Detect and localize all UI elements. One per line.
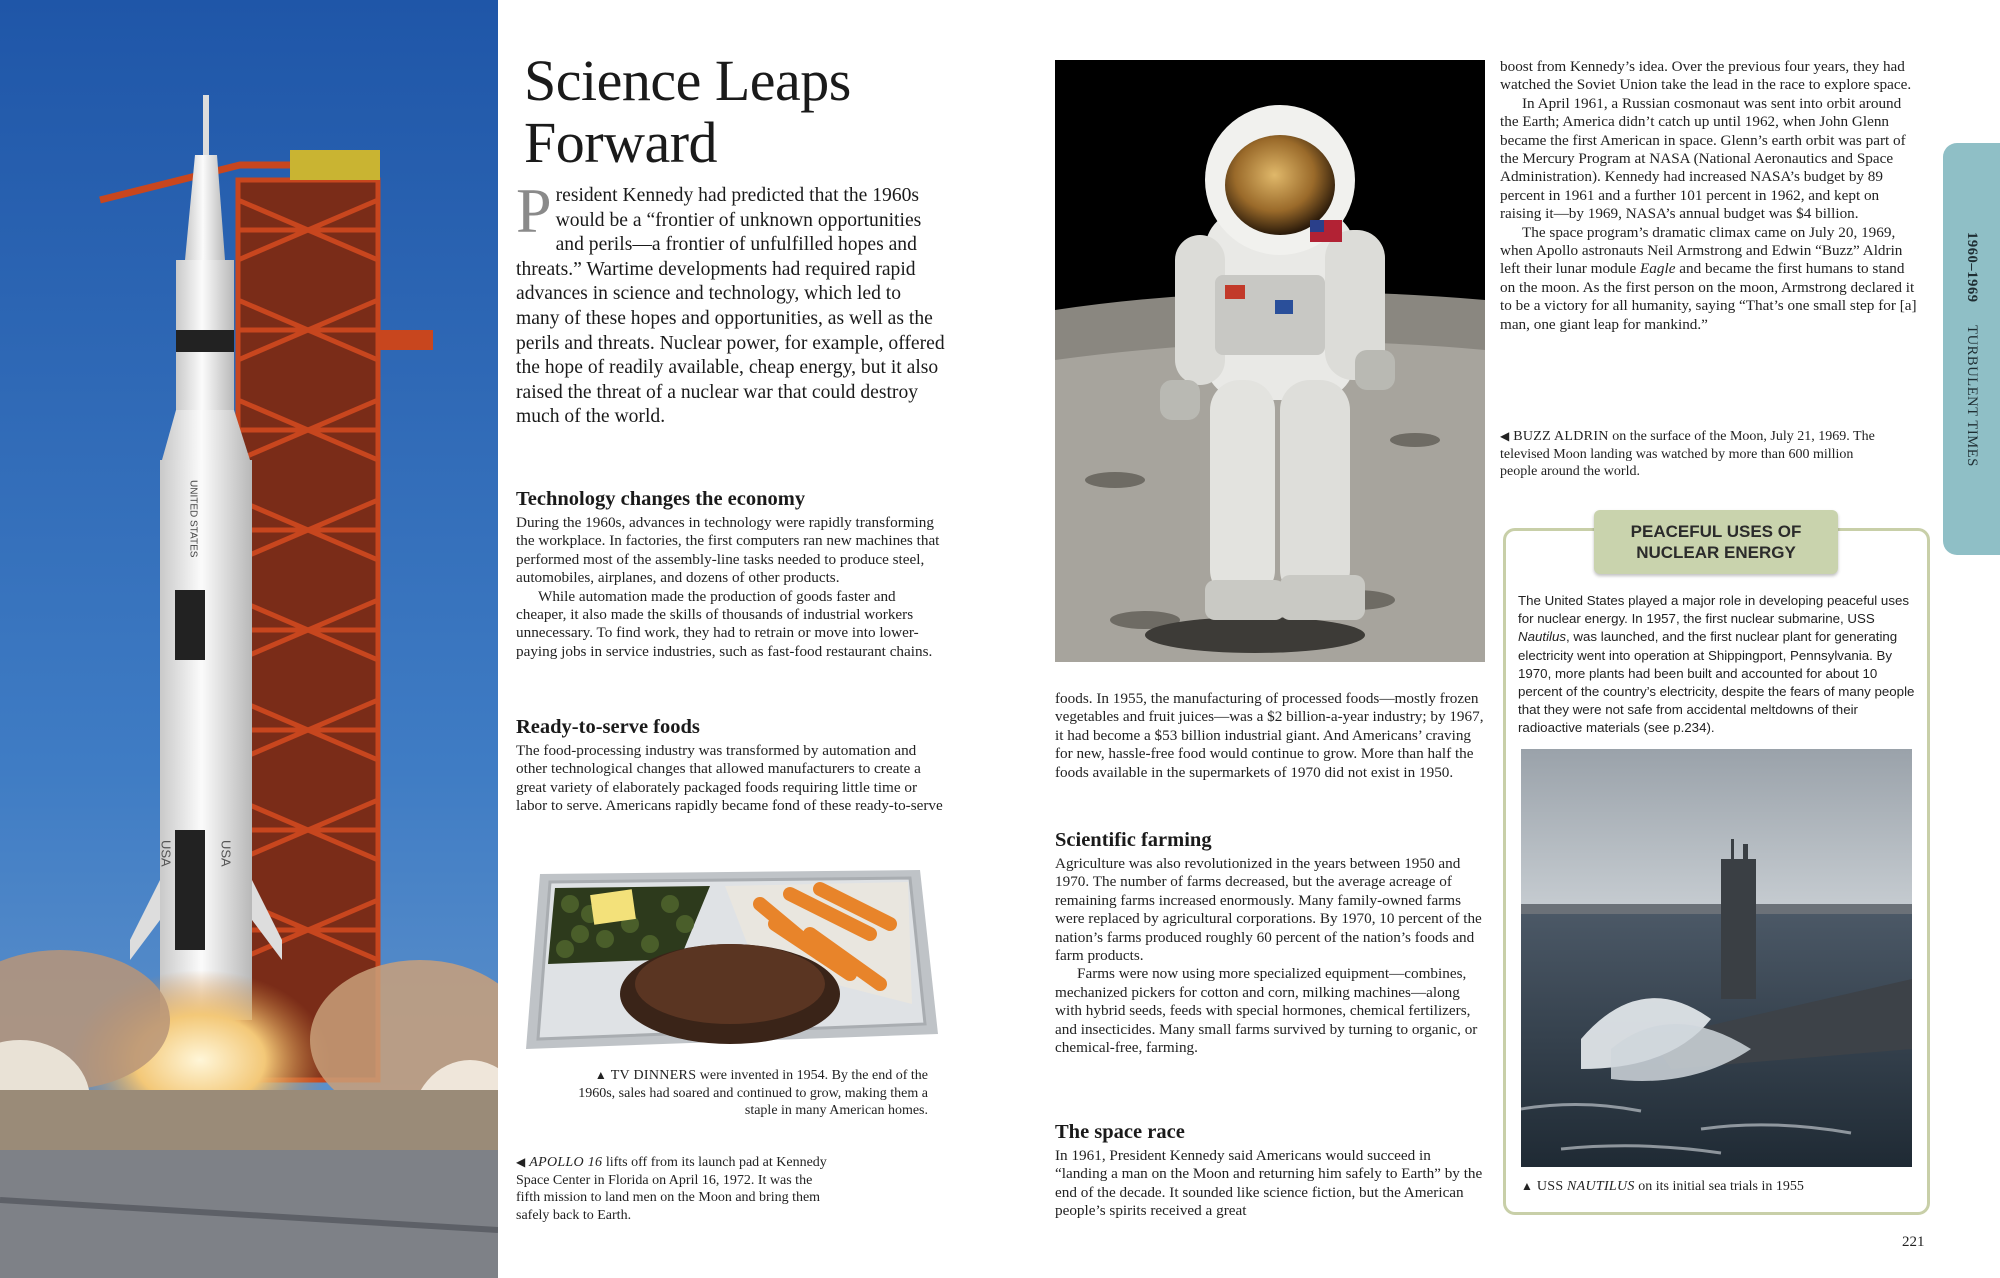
paragraph: The food-processing industry was transformed by automation and other technological changes that allowed manufacturers to create a great variety of elaborately packaged foods requiring little time or labor to serve. Americans rapidly became fond of these ready-to-serve bbox=[516, 742, 943, 815]
caption-text: on the surface of the Moon, July 21, 1969. The televised Moon landing was watched by more than 600 million people around the world. bbox=[1500, 429, 1875, 479]
uss-nautilus-caption bbox=[1521, 1178, 1901, 1196]
buzz-aldrin-caption bbox=[1500, 428, 1880, 481]
chapter-title: TURBULENT TIMES bbox=[1964, 324, 1980, 467]
section-body-technology bbox=[516, 514, 948, 661]
intro-text: resident Kennedy had predicted that the 1960s would be a “frontier of unknown opportunities and perils—a frontier of unfulfilled hopes and threats.” Wartime developments had required rapid advances in science and technology, which led to many of these hopes and opportunities, as well as the perils and threats. Nuclear power, for example, offered the hope of readily available, cheap energy, but it also raised the threat of a nuclear war that could destroy much of the world. bbox=[516, 185, 945, 428]
caption-lead: TV DINNERS bbox=[610, 1068, 697, 1083]
eagle-emphasis: Eagle bbox=[1640, 260, 1676, 278]
section-heading-farming: Scientific farming bbox=[1055, 829, 1212, 851]
rocket-lettering-usa-right: USA bbox=[218, 840, 234, 867]
page-title: Science Leaps Forward bbox=[524, 48, 851, 175]
foods-continued-text bbox=[1055, 690, 1485, 782]
section-heading-foods: Ready-to-serve foods bbox=[516, 716, 700, 738]
caption-marker-icon: ▲ bbox=[594, 1068, 607, 1082]
intro-paragraph bbox=[516, 175, 946, 430]
sidebar-title-line1: PEACEFUL USES OF bbox=[1630, 522, 1802, 541]
sidebar-text-start: The United States played a major role in developing peaceful uses for nuclear energy. In 1957, the first nuclear submarine, USS bbox=[1518, 593, 1910, 627]
caption-marker-icon: ◀ bbox=[1500, 429, 1510, 443]
chapter-years: 1960–1969 bbox=[1964, 231, 1980, 303]
paragraph: Farms were now using more specialized equipment—combines, mechanized pickers for cotton and corn, milking machines—along with hybrid seeds, feeds with special hormones, chemical fertilizers, and insecticides. Many small farms survived by turning to organic, or chemical-free, farming. bbox=[1055, 965, 1478, 1057]
caption-text: on its initial sea trials in 1955 bbox=[1634, 1179, 1804, 1194]
tv-dinners-caption bbox=[556, 1067, 928, 1120]
paragraph: foods. In 1955, the manufacturing of processed foods—mostly frozen vegetables and fruit juices—was a $2 billion-a-year industry; by 1967, it had become a $53 billion industrial giant. And Americans’ craving for new, hassle-free food would continue to grow. More than half the foods available in the supermarkets of 1970 did not exist in 1950. bbox=[1055, 690, 1484, 781]
section-body-foods bbox=[516, 742, 948, 816]
paragraph: During the 1960s, advances in technology were rapidly transforming the workplace. In factories, the first computers ran new machines that performed most of the assembly-line tasks needed to produce steel, automobiles, airplanes, and dozens of other products. bbox=[516, 514, 940, 587]
tv-dinner-photo bbox=[520, 864, 940, 1054]
nautilus-emphasis: Nautilus bbox=[1518, 629, 1567, 645]
section-heading-technology: Technology changes the economy bbox=[516, 488, 806, 510]
paragraph: While automation made the production of goods faster and cheaper, it also made the skills of thousands of industrial workers unnecessary. To find work, they had to retrain or move into lower-paying jobs in service industries, such as fast-food restaurant chains. bbox=[516, 587, 933, 660]
caption-emphasis: NAUTILUS bbox=[1566, 1179, 1635, 1194]
caption-lead: USS bbox=[1536, 1179, 1564, 1194]
uss-nautilus-photo bbox=[1521, 749, 1912, 1167]
section-body-space-race bbox=[1055, 1147, 1485, 1221]
paragraph: Agriculture was also revolutionized in the years between 1950 and 1970. The number of farms decreased, but the average acreage of remaining farms increased enormously. Many family-owned farms were replaced by agricultural corporations. By 1970, 10 percent of the nation’s farms produced roughly 60 percent of the nation’s foods and farm products. bbox=[1055, 855, 1482, 965]
climax-text-end: and became the first humans to stand on the moon. As the first person on the moon, Armstrong declared it to be a victory for all humanity, saying “That’s one small step for [a] man, one giant leap for mankind.” bbox=[1500, 260, 1917, 333]
caption-marker-icon: ▲ bbox=[1521, 1179, 1533, 1193]
rocket-lettering-united-states: UNITED STATES bbox=[187, 480, 199, 558]
paragraph: In 1961, President Kennedy said Americans would succeed in “landing a man on the Moon and returning him safely to Earth” by the end of the decade. It sounded like science fiction, but the American people’s spirits received a great bbox=[1055, 1147, 1483, 1220]
drop-cap: P bbox=[516, 175, 552, 246]
buzz-aldrin-photo bbox=[1055, 60, 1485, 662]
caption-lead: BUZZ ALDRIN bbox=[1513, 429, 1609, 444]
caption-marker-icon: ◀ bbox=[516, 1155, 526, 1169]
apollo-16-launch-photo bbox=[0, 0, 498, 1278]
section-body-farming bbox=[1055, 855, 1485, 1057]
rocket-lettering-usa-left: USA bbox=[158, 840, 174, 867]
climax-text-start: The space program’s dramatic climax came on July 20, 1969, when Apollo astronauts Neil Armstrong and Edwin “Buzz” Aldrin left their lunar module bbox=[1500, 223, 1903, 278]
sidebar-text-end: , was launched, and the first nuclear plant for generating electricity went into operation at Shippingport, Pennsylvania. By 1970, more plants had been built and accounted for about 10 percent of the country’s electricity, despite the fears of many people that they were not safe from accidental meltdowns of their radioactive materials (see p.234). bbox=[1518, 629, 1915, 736]
chapter-tab-label bbox=[1943, 143, 2000, 555]
paragraph bbox=[1500, 224, 1922, 334]
sidebar-title-line2: NUCLEAR ENERGY bbox=[1636, 543, 1796, 562]
caption-lead: APOLLO 16 bbox=[529, 1155, 603, 1170]
sidebar-title bbox=[1594, 510, 1838, 574]
caption-text: were invented in 1954. By the end of the 1960s, sales had soared and continued to grow, making them a staple in many American homes. bbox=[578, 1068, 928, 1118]
caption-text: lifts off from its launch pad at Kennedy Space Center in Florida on April 16, 1972. It was the fifth mission to land men on the Moon and bring them safely back to Earth. bbox=[516, 1155, 827, 1223]
paragraph: boost from Kennedy’s idea. Over the previous four years, they had watched the Soviet Union take the lead in the race to explore space. bbox=[1500, 58, 1912, 94]
section-heading-space-race: The space race bbox=[1055, 1121, 1185, 1143]
apollo-16-caption bbox=[516, 1154, 836, 1224]
sidebar-text bbox=[1518, 592, 1916, 738]
paragraph: In April 1961, a Russian cosmonaut was sent into orbit around the Earth; America didn’t catch up until 1962, when John Glenn became the first American in space. Glenn’s earth orbit was part of the Mercury Program at NASA (National Aeronautics and Space Administration). Kennedy had increased NASA’s budget by 89 percent in 1961 and a further 101 percent in 1962, and kept on raising it—by 1969, NASA’s annual budget was $4 billion. bbox=[1500, 94, 1906, 223]
space-race-continued-text bbox=[1500, 58, 1922, 334]
page-number: 221 bbox=[1902, 1234, 1925, 1250]
